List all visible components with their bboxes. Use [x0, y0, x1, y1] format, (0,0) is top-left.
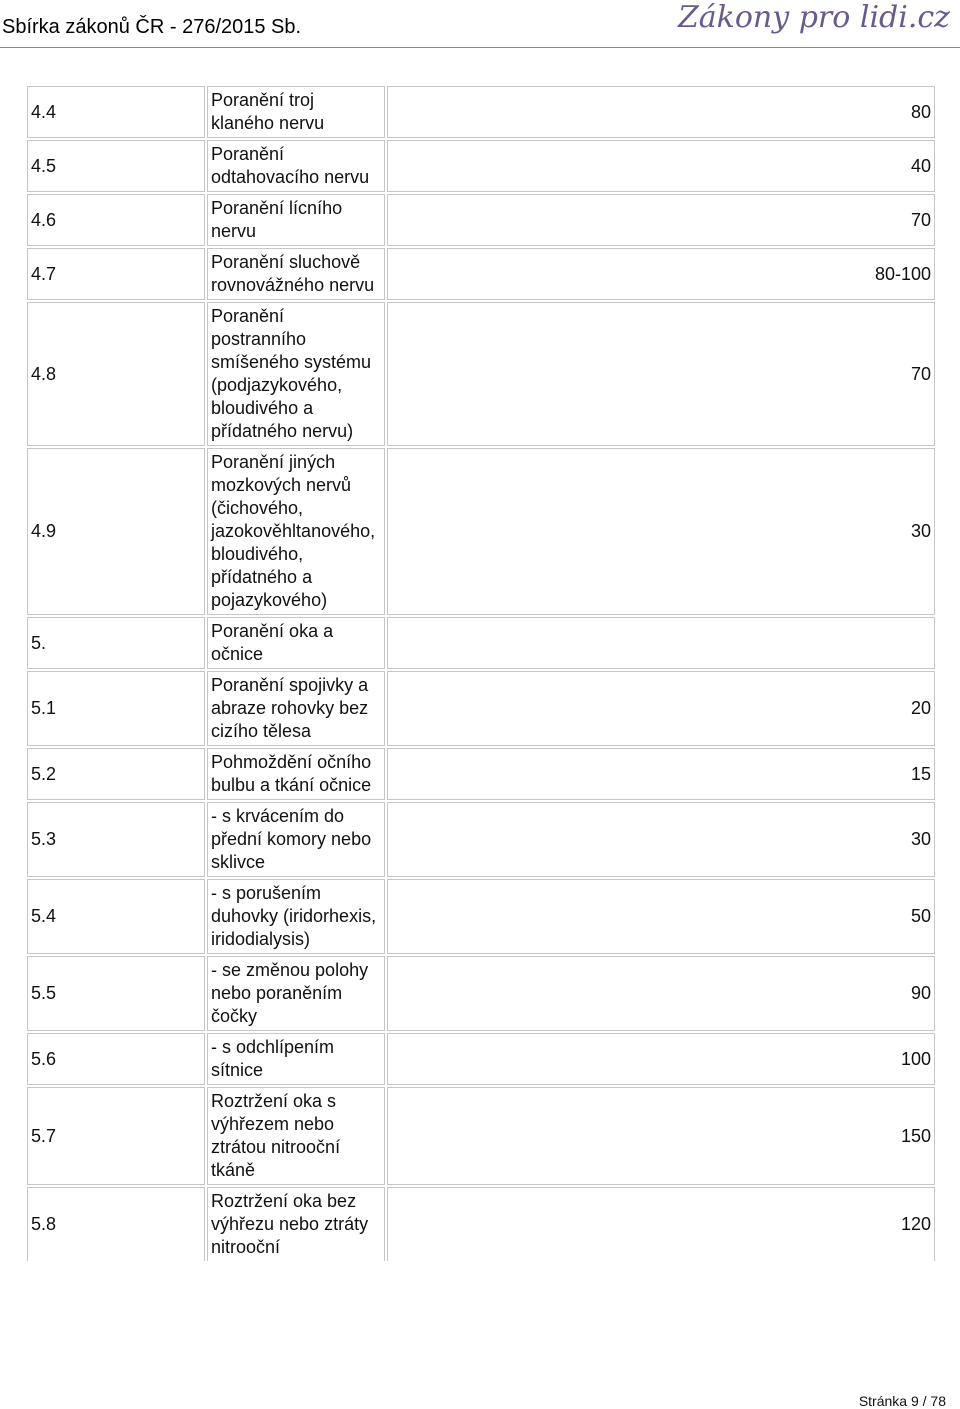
- item-description: - s krvácením do přední komory nebo sklivce: [207, 802, 385, 877]
- item-number: 4.9: [27, 448, 205, 615]
- item-description: Poranění oka a očnice: [207, 617, 385, 669]
- site-logo[interactable]: Zákony pro lidi.cz: [677, 0, 950, 35]
- item-points: 120: [387, 1187, 935, 1261]
- item-number: 5.5: [27, 956, 205, 1031]
- table-row: [27, 448, 935, 615]
- item-number: 4.4: [27, 86, 205, 138]
- item-description: - se změnou polohy nebo poraněním čočky: [207, 956, 385, 1031]
- table-row: [27, 802, 935, 877]
- table-row: [27, 956, 935, 1031]
- table-row: [27, 617, 935, 669]
- item-points: 30: [387, 802, 935, 877]
- item-number: 4.5: [27, 140, 205, 192]
- item-points: 90: [387, 956, 935, 1031]
- item-description: - s porušením duhovky (iridorhexis, iridodialysis): [207, 879, 385, 954]
- item-number: 5.4: [27, 879, 205, 954]
- item-points: 70: [387, 302, 935, 446]
- item-points: 80: [387, 86, 935, 138]
- item-number: 5.2: [27, 748, 205, 800]
- item-description: Poranění jiných mozkových nervů (čichového, jazokověhltanového, bloudivého, přídatného a pojazykového): [207, 448, 385, 615]
- table-row: [27, 86, 935, 138]
- page-header: [0, 0, 960, 52]
- header-divider: [0, 47, 960, 48]
- item-points: 40: [387, 140, 935, 192]
- item-description: Roztržení oka bez výhřezu nebo ztráty nitrooční: [207, 1187, 385, 1261]
- item-description: Poranění odtahovacího nervu: [207, 140, 385, 192]
- table-row: [27, 140, 935, 192]
- table-row: [27, 302, 935, 446]
- item-points: 30: [387, 448, 935, 615]
- item-points: 20: [387, 671, 935, 746]
- item-description: Poranění sluchově rovnovážného nervu: [207, 248, 385, 300]
- page-number: Stránka 9 / 78: [858, 1393, 946, 1409]
- item-points: 70: [387, 194, 935, 246]
- item-description: Pohmoždění očního bulbu a tkání očnice: [207, 748, 385, 800]
- item-description: Roztržení oka s výhřezem nebo ztrátou nitrooční tkáně: [207, 1087, 385, 1185]
- item-points: [387, 617, 935, 669]
- item-points: 150: [387, 1087, 935, 1185]
- table-row: [27, 879, 935, 954]
- table-row: [27, 748, 935, 800]
- item-number: 5.: [27, 617, 205, 669]
- item-points: 80-100: [387, 248, 935, 300]
- table-row: [27, 1033, 935, 1085]
- item-number: 4.8: [27, 302, 205, 446]
- injury-points-table: [25, 84, 937, 1263]
- item-points: 50: [387, 879, 935, 954]
- item-number: 5.7: [27, 1087, 205, 1185]
- item-points: 15: [387, 748, 935, 800]
- table-row: [27, 1187, 935, 1261]
- item-points: 100: [387, 1033, 935, 1085]
- item-description: Poranění lícního nervu: [207, 194, 385, 246]
- item-description: Poranění spojivky a abraze rohovky bez cizího tělesa: [207, 671, 385, 746]
- item-description: - s odchlípením sítnice: [207, 1033, 385, 1085]
- table-row: [27, 671, 935, 746]
- item-description: Poranění troj klaného nervu: [207, 86, 385, 138]
- item-number: 5.3: [27, 802, 205, 877]
- document-title: Sbírka zákonů ČR - 276/2015 Sb.: [2, 16, 302, 38]
- table-row: [27, 1087, 935, 1185]
- item-description: Poranění postranního smíšeného systému (podjazykového, bloudivého a přídatného nervu): [207, 302, 385, 446]
- table-row: [27, 248, 935, 300]
- item-number: 5.1: [27, 671, 205, 746]
- item-number: 5.6: [27, 1033, 205, 1085]
- item-number: 4.7: [27, 248, 205, 300]
- table-row: [27, 194, 935, 246]
- item-number: 5.8: [27, 1187, 205, 1261]
- item-number: 4.6: [27, 194, 205, 246]
